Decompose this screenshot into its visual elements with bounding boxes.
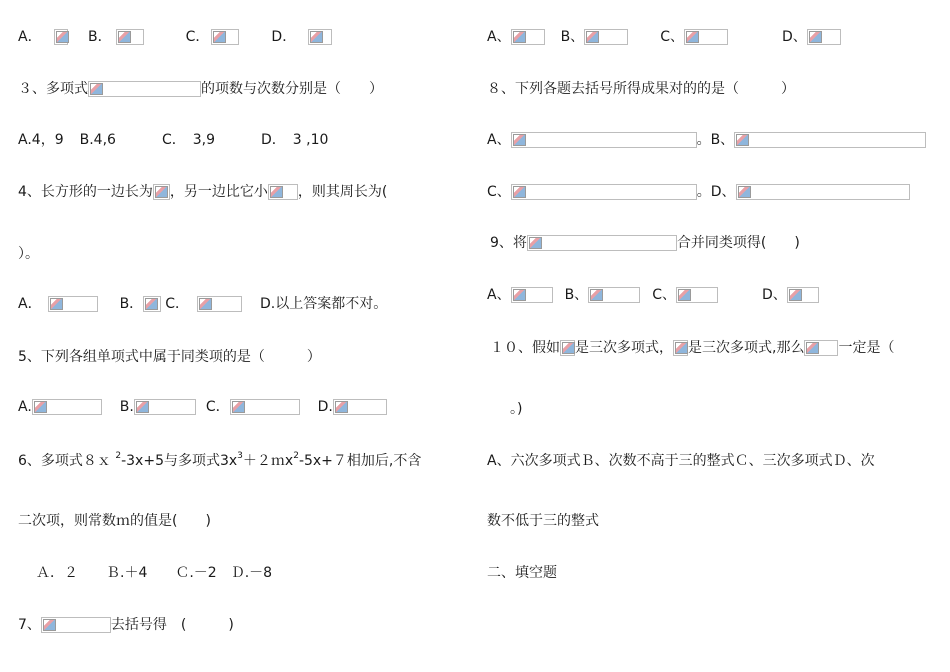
option-label-c: C、 <box>660 29 684 45</box>
option-label-b: B、 <box>564 287 589 303</box>
option-a: A.4，9 <box>18 132 64 148</box>
formula-image-icon <box>88 81 201 97</box>
question-text: 是三次多项式,那么 <box>688 340 805 356</box>
question-8-options-ab <box>487 129 926 151</box>
formula-image-icon <box>143 296 161 312</box>
formula-image-icon <box>676 287 718 303</box>
q7-options <box>487 26 841 48</box>
formula-image-icon <box>511 184 697 200</box>
option-label-d: D、 <box>761 287 787 303</box>
q2-options <box>18 26 332 48</box>
question-6: 6、多项式８ｘ $^2$ -3x+5与多项式3x $^3$ ＋２ｍx $^2$ -5x+７相加后,不含 <box>18 450 421 472</box>
formula-image-icon <box>230 399 300 415</box>
question-text: -5x+７相加后,不含 <box>298 453 422 469</box>
formula-image-icon <box>333 399 387 415</box>
question-3 <box>18 78 383 100</box>
question-6-cont <box>18 510 211 532</box>
option-label-b: B． <box>83 29 112 45</box>
question-4-tail <box>18 243 39 265</box>
question-5 <box>18 346 321 368</box>
question-10 <box>490 337 894 359</box>
option-label-b: B、 <box>560 29 585 45</box>
formula-image-icon <box>560 340 575 356</box>
formula-image-icon <box>787 287 819 303</box>
option-label-a: A． <box>18 296 42 312</box>
question-8 <box>487 78 795 100</box>
question-10-options-cont <box>487 510 599 532</box>
question-text: ）。 <box>18 246 39 262</box>
section-heading <box>487 562 557 584</box>
question-3-options <box>18 129 328 151</box>
question-text: ８、下列各题去括号所得成果对的的是（ ） <box>487 81 795 97</box>
question-text: ，另一边比它小 <box>169 184 268 200</box>
formula-image-icon <box>197 296 242 312</box>
formula-image-icon <box>807 29 841 45</box>
question-text: ＋２ｍx <box>242 453 294 469</box>
section-title: 二、填空题 <box>487 565 557 581</box>
formula-image-icon <box>153 184 170 200</box>
question-text: １０、假如 <box>490 340 560 356</box>
option-label-c: C． <box>205 399 230 415</box>
option-c: C． 3,9 <box>161 132 215 148</box>
question-text: 一定是（ <box>838 340 895 356</box>
option-d: D.以上答案都不对。 <box>259 296 388 312</box>
formula-image-icon <box>511 29 545 45</box>
option-label-c: C． <box>185 29 210 45</box>
formula-image-icon <box>673 340 688 356</box>
option-label-a: A、 <box>487 287 511 303</box>
question-10-options <box>487 450 875 472</box>
question-text: 9、将 <box>490 235 527 251</box>
question-4 <box>18 181 387 203</box>
formula-image-icon <box>41 617 111 633</box>
options-text: 数不低于三的整式 <box>487 513 599 529</box>
formula-image-icon <box>268 184 298 200</box>
question-text: 6、多项式８ｘ <box>18 453 116 469</box>
question-text: 二次项，则常数ｍ的值是( ) <box>18 513 211 529</box>
option-label-b: 。B、 <box>696 132 735 148</box>
formula-image-icon <box>134 399 196 415</box>
options-text: Ａ．２ Ｂ.＋4 Ｃ.－2 Ｄ.－8 <box>36 565 273 581</box>
question-9-options <box>487 284 819 306</box>
question-6-options <box>36 562 272 584</box>
formula-image-icon <box>511 132 697 148</box>
question-text: 7、 <box>18 617 41 633</box>
option-label-d: 。D、 <box>696 184 736 200</box>
formula-image-icon <box>684 29 728 45</box>
option-label-d: D. <box>317 399 333 415</box>
question-text: 是三次多项式， <box>575 340 673 356</box>
formula-image-icon <box>308 29 332 45</box>
question-10-tail <box>510 398 522 420</box>
question-8-options-cd <box>487 181 910 203</box>
formula-image-icon <box>527 235 677 251</box>
formula-image-icon <box>116 29 144 45</box>
option-label-b: B. <box>119 399 134 415</box>
option-label-a: A. <box>18 399 32 415</box>
options-text: A、六次多项式Ｂ、次数不高于三的整式Ｃ、三次多项式Ｄ、次 <box>487 453 875 469</box>
option-label-a: A． <box>18 29 42 45</box>
option-label-c: C、 <box>487 184 511 200</box>
question-text: 去括号得 ( ) <box>110 617 234 633</box>
formula-image-icon <box>584 29 628 45</box>
formula-image-icon <box>734 132 926 148</box>
question-5-options <box>18 396 387 418</box>
option-label-d: D． <box>271 29 297 45</box>
question-text: 。) <box>510 401 523 417</box>
option-label-c: C． <box>165 296 189 312</box>
question-text: 的项数与次数分别是（ ） <box>201 81 383 97</box>
option-label-a: A、 <box>487 132 511 148</box>
formula-image-icon <box>54 29 68 45</box>
question-text: 4、长方形的一边长为 <box>18 184 153 200</box>
question-4-options <box>18 293 387 315</box>
question-text: -3x+5与多项式3x <box>121 453 238 469</box>
option-b: B.4,6 <box>79 132 116 148</box>
option-d: D． 3 ,10 <box>260 132 329 148</box>
question-text: 合并同类项得( ) <box>676 235 800 251</box>
formula-image-icon <box>511 287 553 303</box>
formula-image-icon <box>211 29 239 45</box>
formula-image-icon <box>48 296 98 312</box>
option-label-c: C、 <box>652 287 676 303</box>
question-text: 5、下列各组单项式中属于同类项的是（ ） <box>18 349 321 365</box>
question-9 <box>490 232 800 254</box>
formula-image-icon <box>588 287 640 303</box>
option-label-a: A、 <box>487 29 511 45</box>
formula-image-icon <box>32 399 102 415</box>
formula-image-icon <box>736 184 910 200</box>
question-text: ３、多项式 <box>18 81 88 97</box>
option-label-b: B． <box>119 296 144 312</box>
question-7 <box>18 614 234 636</box>
option-label-d: D、 <box>781 29 807 45</box>
question-text: ，则其周长为( <box>297 184 388 200</box>
formula-image-icon <box>804 340 838 356</box>
